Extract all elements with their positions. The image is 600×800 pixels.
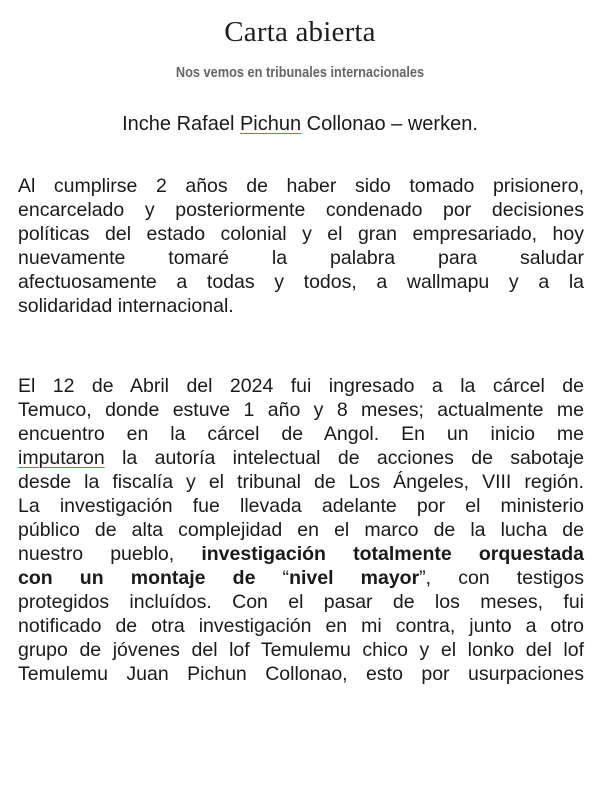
paragraph-2-line bbox=[18, 446, 584, 470]
bold-text: con un montaje de bbox=[18, 567, 256, 589]
line-text: nuestro pueblo, bbox=[18, 543, 202, 565]
paragraph-2-line bbox=[18, 542, 584, 566]
paragraph-1-line: nuevamente tomaré la palabra para saludar bbox=[18, 247, 584, 269]
paragraph-1-line: Al cumplirse 2 años de haber sido tomado prisionero, bbox=[18, 175, 584, 197]
paragraph-2-line bbox=[18, 566, 584, 590]
greeting-suffix: Collonao – werken. bbox=[301, 113, 478, 135]
paragraph-2-line: encuentro en la cárcel de Angol. En un inicio me bbox=[18, 423, 584, 445]
letter-title: Carta abierta bbox=[224, 16, 376, 48]
line-text: la autoría intelectual de acciones de sabotaje bbox=[104, 447, 584, 469]
paragraph-1-line: encarcelado y posteriormente condenado por decisiones bbox=[18, 199, 584, 221]
paragraph-1 bbox=[18, 174, 584, 318]
paragraph-2-line: Temulemu Juan Pichun Collonao, esto por usurpaciones bbox=[18, 663, 584, 685]
paragraph-1-line: afectuosamente a todas y todos, a wallmapu y a la bbox=[18, 271, 584, 293]
greeting-prefix: Inche Rafael bbox=[122, 113, 240, 135]
greeting-line bbox=[0, 113, 600, 136]
paragraph-2 bbox=[18, 374, 584, 686]
paragraph-2-line: protegidos incluídos. Con el pasar de los meses, fui bbox=[18, 591, 584, 613]
paragraph-2-line: público de alta complejidad en el marco de la lucha de bbox=[18, 519, 584, 541]
line-text: ”, con testigos bbox=[419, 567, 584, 589]
paragraph-1-line: políticas del estado colonial y el gran empresariado, hoy bbox=[18, 223, 584, 245]
paragraph-2-line: notificado de otra investigación en mi contra, junto a otro bbox=[18, 615, 584, 637]
underlined-word: imputaron bbox=[18, 447, 105, 469]
paragraph-2-line: desde la fiscalía y el tribunal de Los Ángeles, VIII región. bbox=[18, 471, 584, 493]
bold-text: investigación totalmente orquestada bbox=[201, 543, 584, 565]
paragraph-1-line: solidaridad internacional. bbox=[18, 295, 234, 317]
paragraph-2-line: La investigación fue llevada adelante por el ministerio bbox=[18, 495, 584, 517]
letter-subtitle: Nos vemos en tribunales internacionales bbox=[175, 65, 425, 81]
paragraph-2-line: Temuco, donde estuve 1 año y 8 meses; actualmente me bbox=[18, 399, 584, 421]
bold-quoted-text: nivel mayor bbox=[289, 567, 420, 589]
greeting-name-underlined: Pichun bbox=[239, 113, 302, 135]
paragraph-2-line: El 12 de Abril del 2024 fui ingresado a la cárcel de bbox=[18, 375, 584, 397]
paragraph-2-line: grupo de jóvenes del lof Temulemu chico y el lonko del lof bbox=[18, 639, 584, 661]
quote-open: “ bbox=[255, 567, 290, 589]
